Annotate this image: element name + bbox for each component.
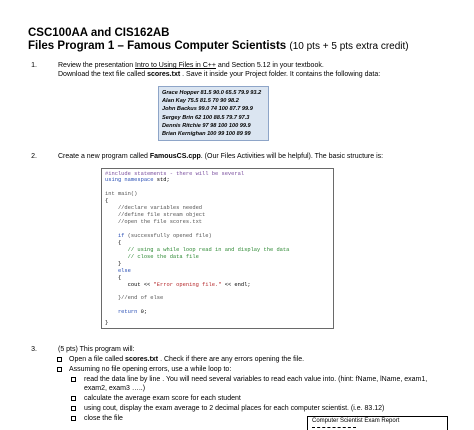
step-1-text: Review the presentation [58,62,136,69]
exam-report-title: Computer Scientist Exam Report [312,418,400,424]
code-line-brace: } [105,320,109,326]
code-keyword: return [105,309,138,315]
code-line-cout [105,282,251,288]
code-structure-box [101,168,334,329]
code-line-if [105,233,212,239]
code-text: std; [153,177,170,183]
step-1-line-1 [58,61,324,70]
code-text: (successfully opened file) [124,233,212,239]
code-line-namespace [105,177,170,183]
task-open-file [69,355,304,364]
task-while-loop: Assuming no file opening errors, use a while loop to: [69,366,232,373]
course-title: CSC100AA and CIS162AB [28,27,170,39]
step-2-text [58,152,383,161]
score-line: Brian Kernighan 100 99 100 89 99 [162,131,251,138]
step-1-download-text: Download the text file called [58,71,148,78]
checkbox-average[interactable] [71,396,76,401]
score-line: Dennis Ritchie 97 98 100 100 99.9 [162,122,251,129]
task-close-file: close the file [84,415,123,422]
step-2-text-end: . (Our Files Activities will be helpful). The basic structure is: [200,153,384,160]
report-divider [312,427,356,428]
checkbox-open-file[interactable] [57,357,62,362]
scores-data-box [158,86,269,141]
step-3-heading: (5 pts) This program will: [58,346,135,353]
task-text: Open a file called [69,356,126,363]
step-1-line-2 [58,70,380,79]
code-text: 0; [137,309,148,315]
code-line-comment: //declare variables needed [105,205,203,211]
program-file-name: FamousCS.cpp [149,153,201,160]
code-line-brace: { [105,275,122,281]
step-2-text-start: Create a new program called [58,153,150,160]
code-text: cout << [105,282,154,288]
code-line-brace: } [105,261,122,267]
checkbox-close-file[interactable] [71,416,76,421]
checkbox-display[interactable] [71,406,76,411]
code-line-main: int main() [105,191,138,197]
score-line: Sergey Brin 62 100 88.5 79.7 97.3 [162,114,250,121]
scores-file-name: scores.txt [147,71,181,78]
code-keyword: using namespace [105,177,154,183]
code-line-else: else [105,268,131,274]
code-line-end-else: }//end of else [105,295,164,301]
exam-report-box [307,416,448,430]
step-1-download-text-end: . Save it inside your Project folder. It contains the following data: [180,71,381,78]
assignment-points: (10 pts + 5 pts extra credit) [289,41,409,52]
step-2-number: 2. [31,153,37,160]
code-line-brace: { [105,240,122,246]
step-1-number: 1. [31,62,37,69]
code-line-comment: // close the data file [105,254,199,260]
presentation-link[interactable]: Intro to Using Files in C++ [135,62,216,69]
code-keyword: if [105,233,125,239]
task-read-data: read the data line by line . You will need several variables to read each value into. (hint: fName, lName, exam1, [84,376,428,383]
task-average: calculate the average exam score for each student [84,395,241,402]
code-line-comment: // using a while loop read in and display the data [105,247,290,253]
code-line-comment: //define file stream object [105,212,206,218]
score-line: John Backus 99.0 74 100 87.7 99.9 [162,106,253,113]
step-1-text-end: and Section 5.12 in your textbook. [215,62,324,69]
code-line-include: #include statements - there will be several [105,171,245,177]
task-file-name: scores.txt [125,356,159,363]
score-line: Grace Hopper 81.5 90.0 65.5 79.9 93.2 [162,90,262,96]
step-3-number: 3. [31,346,37,353]
code-line-return [105,309,147,315]
assignment-title [28,40,409,52]
task-text-end: . Check if there are any errors opening the file. [158,356,305,363]
assignment-title-main: Files Program 1 – Famous Computer Scientists [28,40,287,52]
task-read-data-cont: exam2, exam3 …..) [84,385,146,392]
score-line: Alan Kay 75.5 81.5 70 90 98.2 [162,98,239,105]
code-line-comment: //open the file scores.txt [105,219,203,225]
checkbox-read-data[interactable] [71,377,76,382]
task-display: using cout, display the exam average to 2 decimal places for each computer scientist. (i.e. 83.12) [84,405,385,412]
code-string: "Error opening file." [153,282,222,288]
code-text: << endl; [221,282,251,288]
code-line-brace: { [105,198,109,204]
checkbox-while-loop[interactable] [57,367,62,372]
